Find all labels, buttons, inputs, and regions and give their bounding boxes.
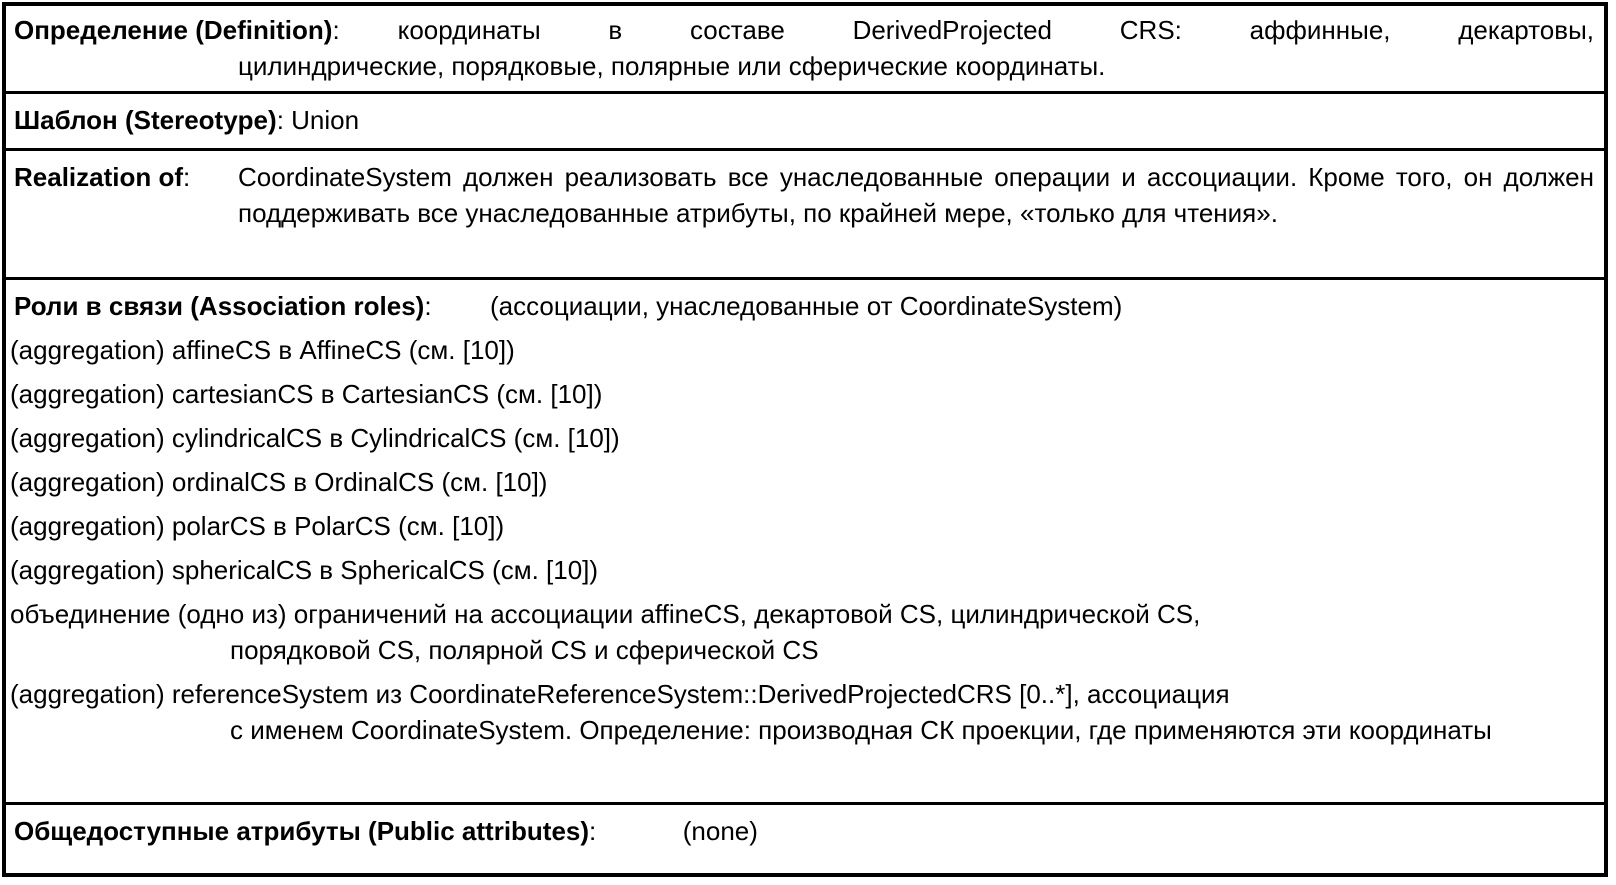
stereotype-label: Шаблон (Stereotype) bbox=[14, 105, 277, 135]
realization-colon: : bbox=[183, 162, 191, 192]
definition-line-1 bbox=[14, 12, 1594, 48]
association-roles-section bbox=[6, 280, 1604, 805]
definition-section bbox=[6, 6, 1604, 94]
stereotype-value: : Union bbox=[276, 105, 360, 135]
association-roles-colon: : bbox=[424, 291, 432, 321]
public-attributes-colon: : bbox=[589, 816, 597, 846]
association-roles-header bbox=[6, 280, 1604, 324]
stereotype-row bbox=[6, 94, 1604, 138]
union-line-2: порядковой CS, полярной CS и сферической CS bbox=[230, 635, 819, 665]
reference-line-1: (aggregation) referenceSystem из CoordinateReferenceSystem::DerivedProjectedCRS [0..*], ассоциация bbox=[10, 679, 1230, 709]
union-line-1: объединение (одно из) ограничений на ассоциации affineCS, декартовой CS, цилиндрической CS, bbox=[10, 599, 1201, 629]
stereotype-section bbox=[6, 94, 1604, 151]
association-item: (aggregation) cylindricalCS в CylindricalCS (см. [10]) bbox=[10, 423, 620, 453]
realization-section bbox=[6, 151, 1604, 280]
reference-system-association bbox=[6, 676, 1604, 748]
association-item: (aggregation) polarCS в PolarCS (см. [10]) bbox=[10, 511, 505, 541]
association-roles-label: Роли в связи (Association roles) bbox=[14, 291, 425, 321]
public-attributes-label: Общедоступные атрибуты (Public attributes) bbox=[14, 816, 590, 846]
class-spec-table bbox=[2, 2, 1608, 877]
association-item: (aggregation) cartesianCS в CartesianCS (см. [10]) bbox=[10, 379, 603, 409]
association-item: (aggregation) affineCS в AffineCS (см. [10]) bbox=[10, 335, 515, 365]
association-item: (aggregation) ordinalCS в OrdinalCS (см. [10]) bbox=[10, 467, 548, 497]
realization-label-cell bbox=[14, 159, 238, 231]
definition-label: Определение (Definition) bbox=[14, 15, 333, 45]
definition-row bbox=[6, 6, 1604, 84]
definition-colon: : bbox=[332, 15, 340, 45]
realization-text: CoordinateSystem должен реализовать все унаследованные операции и ассоциации. Кроме того, он должен поддерживать все унаследованные атрибуты, по крайней мере, «только для чтения». bbox=[238, 162, 1594, 228]
union-constraint bbox=[6, 596, 1604, 668]
public-attributes-value: (none) bbox=[682, 816, 758, 846]
public-attributes-section bbox=[6, 805, 1604, 875]
definition-text-line-2: цилиндрические, порядковые, полярные или сферические координаты. bbox=[238, 51, 1106, 81]
association-roles-note: (ассоциации, унаследованные от CoordinateSystem) bbox=[490, 291, 1123, 321]
realization-label: Realization of bbox=[14, 162, 184, 192]
public-attributes-row bbox=[6, 805, 1604, 849]
realization-row bbox=[6, 151, 1604, 231]
association-item: (aggregation) sphericalCS в SphericalCS (см. [10]) bbox=[10, 555, 599, 585]
definition-text-line-1: координаты в составе DerivedProjected CRS: аффинные, декартовы, bbox=[397, 15, 1594, 45]
reference-rest: с именем CoordinateSystem. Определение: производная СК проекции, где применяются эти координаты bbox=[230, 715, 1492, 745]
